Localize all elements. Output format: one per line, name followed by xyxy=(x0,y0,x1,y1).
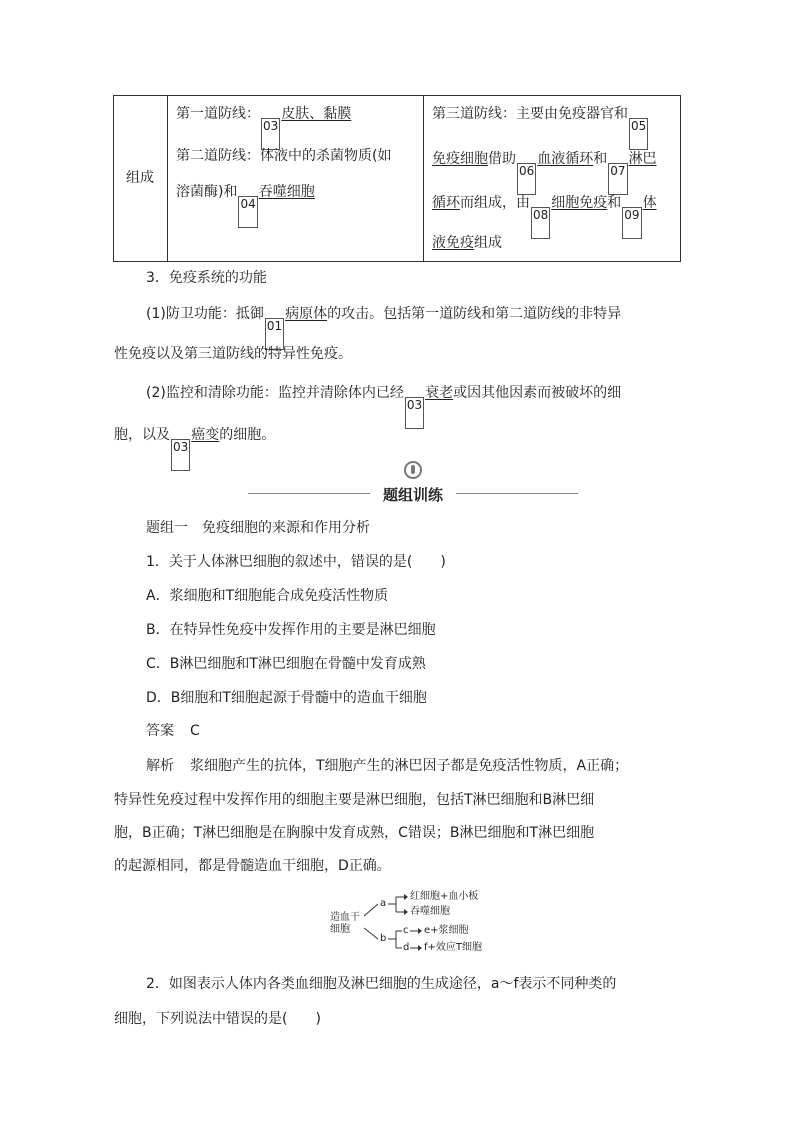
option-d: D．B细胞和T细胞起源于骨髓中的造血干细胞 xyxy=(146,690,427,706)
third-line-l1: 第三道防线：主要由免疫器官和05 xyxy=(432,104,649,150)
section-heading: 3．免疫系统的功能 xyxy=(146,270,267,286)
defense-table xyxy=(113,95,681,262)
root-label-2: 细胞 xyxy=(330,924,350,935)
question-2-line1: 2．如图表示人体内各类血细胞及淋巴细胞的生成途径，a～f表示不同种类的 xyxy=(146,976,617,992)
blank-answer: 吞噬细胞 xyxy=(258,184,315,200)
divider-rule-right xyxy=(456,493,578,494)
defense-function-line2: 性免疫以及第三道防线的特异性免疫。 xyxy=(114,346,352,362)
group-title: 题组一 免疫细胞的来源和作用分析 xyxy=(146,520,370,536)
practice-icon xyxy=(404,461,422,479)
blank-number: 04 xyxy=(238,196,257,228)
third-line-l4: 液免疫组成 xyxy=(432,235,502,251)
explanation-line4: 的起源相同，都是骨髓造血干细胞，D正确。 xyxy=(114,858,391,874)
divider-rule-left xyxy=(248,493,370,494)
answer-label: 答案 xyxy=(146,723,174,739)
node-c: c xyxy=(403,925,409,936)
first-line-of-defense: 第一道防线：03皮肤、黏膜 xyxy=(176,104,351,150)
option-c: C．B淋巴细胞和T淋巴细胞在骨髓中发育成熟 xyxy=(146,656,426,672)
blank-number: 03 xyxy=(405,397,424,429)
blank-number: 09 xyxy=(622,207,641,239)
blank-number: 08 xyxy=(531,207,550,239)
node-d-out: f+效应T细胞 xyxy=(424,942,483,953)
answer-line xyxy=(146,721,200,741)
node-a-out-1: 红细胞+血小板 xyxy=(410,891,479,902)
node-a-out-2: 吞噬细胞 xyxy=(410,906,450,917)
defense-function-line1: (1)防卫功能：抵御01病原体的攻击。包括第一道防线和第二道防线的非特异 xyxy=(146,304,621,350)
blank-number: 03 xyxy=(171,439,190,471)
surveillance-function-line1: (2)监控和清除功能：监控并清除体内已经03衰老或因其他因素而被破坏的细 xyxy=(146,383,621,429)
node-d: d xyxy=(403,942,410,953)
option-b: B．在特异性免疫中发挥作用的主要是淋巴细胞 xyxy=(146,622,436,638)
option-a: A．浆细胞和T细胞能合成免疫活性物质 xyxy=(146,588,389,604)
explanation-line1: 解析 浆细胞产生的抗体，T细胞产生的淋巴因子都是免疫活性物质，A正确； xyxy=(146,758,629,774)
node-a: a xyxy=(380,898,387,909)
section-title: 题组训练 xyxy=(382,486,443,504)
second-line-of-defense-b: 溶菌酶)和04吞噬细胞 xyxy=(176,182,315,228)
row-label: 组成 xyxy=(126,170,154,186)
second-line-of-defense-a: 第二道防线：体液中的杀菌物质(如 xyxy=(176,148,392,164)
node-b: b xyxy=(380,933,387,944)
blank-number: 05 xyxy=(629,118,648,150)
blank-number: 01 xyxy=(265,318,284,350)
explanation-line2: 特异性免疫过程中发挥作用的细胞主要是淋巴细胞，包括T淋巴细胞和B淋巴细 xyxy=(114,792,595,808)
question-1-stem: 1．关于人体淋巴细胞的叙述中，错误的是( ) xyxy=(146,554,446,570)
answer-value: C xyxy=(190,723,200,739)
question-2-line2: 细胞，下列说法中错误的是( ) xyxy=(114,1011,321,1027)
table-divider xyxy=(423,96,424,261)
table-row-label-cell xyxy=(114,96,168,261)
blank-number: 06 xyxy=(517,163,536,195)
blank-number: 07 xyxy=(608,163,627,195)
surveillance-function-line2: 胞，以及03癌变的细胞。 xyxy=(114,425,275,471)
explanation-label: 解析 xyxy=(146,758,174,774)
blank-answer: 皮肤、黏膜 xyxy=(281,106,352,122)
third-line-l2: 免疫细胞借助06血液循环和07淋巴 xyxy=(432,149,657,195)
node-c-out: e+浆细胞 xyxy=(424,925,469,936)
explanation-line3: 胞，B正确；T淋巴细胞是在胸腺中发育成熟，C错误；B淋巴细胞和T淋巴细胞 xyxy=(114,825,595,841)
blood-cell-lineage-diagram xyxy=(330,890,500,960)
blank-number: 03 xyxy=(261,118,280,150)
section-divider-header xyxy=(248,485,578,505)
root-label-1: 造血干 xyxy=(330,912,360,923)
third-line-l3: 循环而组成，由08细胞免疫和09体 xyxy=(432,193,657,239)
